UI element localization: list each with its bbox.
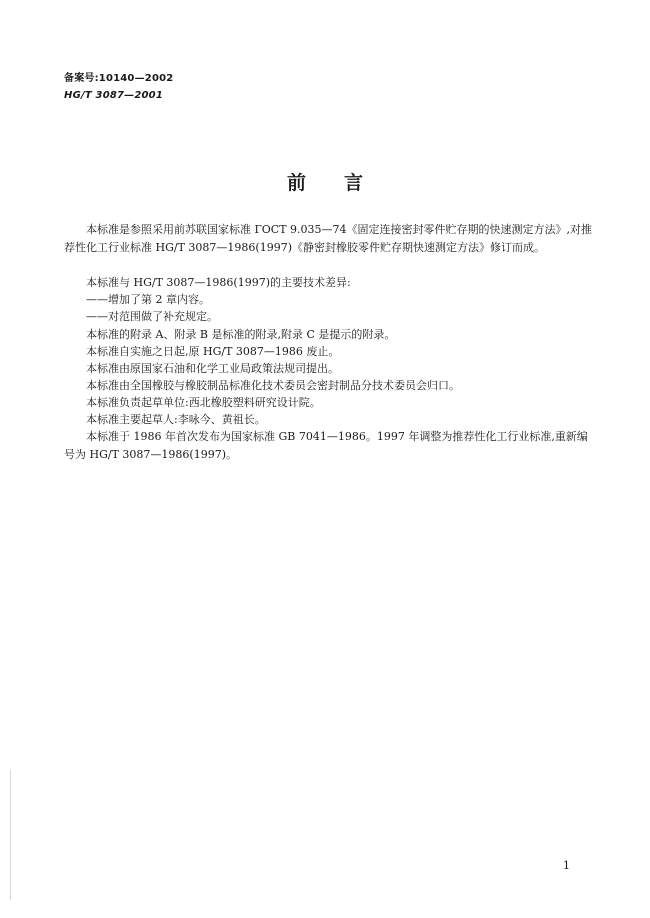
paragraph-centralized-by: 本标准由全国橡胶与橡胶制品标准化技术委员会密封制品分技术委员会归口。 — [86, 379, 460, 392]
difference-item-1: ——增加了第 2 章内容。 — [86, 293, 210, 306]
paragraph-differences: 本标准与 HG/T 3087—1986(1997)的主要技术差异: — [86, 276, 351, 289]
paragraph-appendices: 本标准的附录 A、附录 B 是标准的附录,附录 C 是提示的附录。 — [86, 328, 396, 341]
paragraph-history: 本标准于 1986 年首次发布为国家标准 GB 7041—1986。1997 年调整为推荐性化工行业标准,重新编号为 HG/T 3087—1986(1997)。 — [64, 430, 588, 461]
page-number: 1 — [563, 859, 570, 872]
paragraph-supersedes: 本标准自实施之日起,原 HG/T 3087—1986 废止。 — [86, 345, 340, 358]
paragraph-reference-standard: 本标准是参照采用前苏联国家标准 ГОСТ 9.035—74《固定连接密封零件贮存期的快速测定方法》,对推荐性化工行业标准 HG/T 3087—1986(1997)《静密封橡胶零件贮存期快速测定方法》修订而成。 — [64, 223, 593, 254]
difference-item-2: ——对范围做了补充规定。 — [86, 310, 218, 323]
paragraph-drafting-unit: 本标准负责起草单位:西北橡胶塑料研究设计院。 — [86, 396, 321, 409]
paragraph-history-block — [64, 428, 594, 463]
paragraph-1-block — [64, 221, 594, 256]
paragraph-drafters: 本标准主要起草人:李咏今、黄祖长。 — [86, 413, 266, 426]
filing-number: 备案号:10140—2002 — [64, 73, 174, 84]
page-title: 前言 — [286, 172, 401, 194]
scan-margin-line — [10, 770, 11, 900]
paragraph-proposed-by: 本标准由原国家石油和化学工业局政策法规司提出。 — [86, 362, 339, 375]
standard-code: HG/T 3087—2001 — [64, 90, 163, 101]
